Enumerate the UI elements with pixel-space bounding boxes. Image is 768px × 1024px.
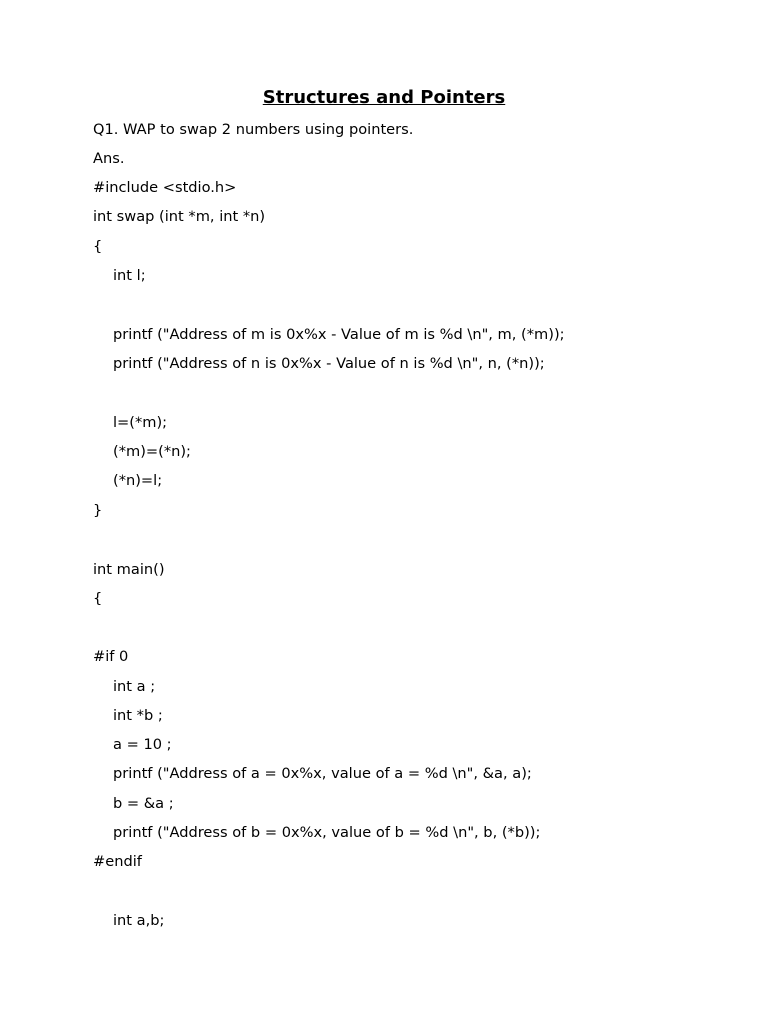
code-line: { — [93, 590, 103, 607]
code-line: #endif — [93, 853, 142, 870]
code-line: int a,b; — [113, 912, 165, 929]
code-line: #if 0 — [93, 648, 129, 665]
code-line: printf ("Address of a = 0x%x, value of a = %d \n", &a, a); — [113, 765, 532, 782]
code-line: b = &a ; — [113, 795, 174, 812]
code-line: (*m)=(*n); — [113, 443, 191, 460]
code-line: printf ("Address of n is 0x%x - Value of n is %d \n", n, (*n)); — [113, 355, 545, 372]
code-line: #include <stdio.h> — [93, 179, 237, 196]
code-line: printf ("Address of b = 0x%x, value of b = %d \n", b, (*b)); — [113, 824, 541, 841]
code-line: int a ; — [113, 678, 156, 695]
code-line: l=(*m); — [113, 414, 168, 431]
code-line: int main() — [93, 561, 165, 578]
code-line: int l; — [113, 267, 146, 284]
code-line: { — [93, 238, 103, 255]
code-line: (*n)=l; — [113, 472, 163, 489]
code-line: } — [93, 502, 103, 519]
code-line: a = 10 ; — [113, 736, 172, 753]
code-line: printf ("Address of m is 0x%x - Value of m is %d \n", m, (*m)); — [113, 326, 565, 343]
document-title: Structures and Pointers — [262, 87, 506, 108]
question-text: Q1. WAP to swap 2 numbers using pointers. — [93, 121, 414, 138]
code-line: int *b ; — [113, 707, 163, 724]
answer-label: Ans. — [93, 150, 125, 167]
code-line: int swap (int *m, int *n) — [93, 208, 266, 225]
